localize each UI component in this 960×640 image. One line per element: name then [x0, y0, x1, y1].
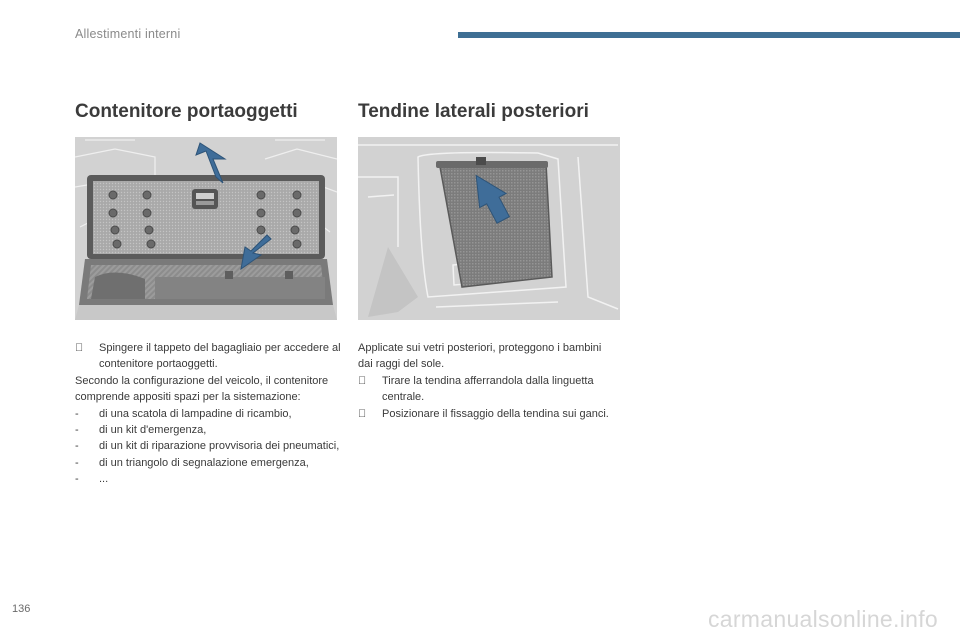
- list-item: - ...: [75, 473, 109, 486]
- watermark: carmanualsonline.info: [707, 606, 938, 632]
- title-rear-sunblinds: Tendine laterali posteriori: [358, 101, 589, 122]
- paragraph: Secondo la configurazione del veicolo, il contenitore comprende appositi spazi per la sistemazione:: [75, 374, 329, 404]
- list-item: - di un kit d'emergenza,: [75, 424, 207, 437]
- step-marker-icon: [358, 373, 378, 389]
- title-storage-compartment: Contenitore portaoggetti: [75, 101, 298, 122]
- storage-compartment-text: [75, 340, 345, 488]
- list-item: - di un kit di riparazione provvisoria dei pneumatici,: [75, 440, 340, 453]
- sunblind-illustration: [358, 137, 620, 320]
- step-marker-icon: [75, 340, 95, 356]
- storage-compartment-illustration: [75, 137, 337, 320]
- step-marker-icon: [358, 406, 378, 422]
- list-item: - di una scatola di lampadine di ricambio,: [75, 407, 292, 420]
- list-item: - di un triangolo di segnalazione emergenza,: [75, 456, 309, 469]
- paragraph: Applicate sui vetri posteriori, proteggono i bambini dai raggi del sole.: [358, 342, 602, 371]
- instruction-step: Spingere il tappeto del bagagliaio per accedere al contenitore portaoggetti.: [75, 340, 345, 373]
- section-header: Allestimenti interni: [75, 27, 181, 41]
- instruction-step: Tirare la tendina afferrandola dalla linguetta centrale.: [358, 373, 613, 406]
- instruction-step: Posizionare il fissaggio della tendina sui ganci.: [358, 406, 613, 422]
- page-number: 136: [12, 603, 31, 615]
- header-accent-bar: [458, 32, 960, 38]
- sunblind-text: [358, 340, 613, 422]
